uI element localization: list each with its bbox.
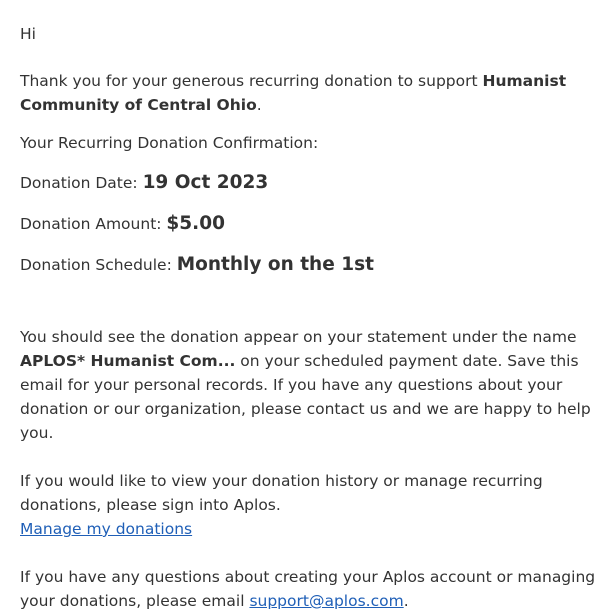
donation-date-value: 19 Oct 2023 bbox=[142, 172, 269, 193]
donation-schedule bbox=[20, 253, 600, 277]
statement-text: You should see the donation appear on your statement under the name bbox=[20, 328, 577, 346]
donation-date bbox=[20, 171, 600, 195]
intro-text: Thank you for your generous recurring donation to support bbox=[20, 72, 483, 90]
donation-amount-label: Donation Amount: bbox=[20, 215, 167, 233]
support-paragraph bbox=[20, 565, 600, 613]
donation-date-label: Donation Date: bbox=[20, 174, 143, 192]
statement-paragraph bbox=[20, 325, 600, 445]
support-email-link[interactable]: support@aplos.com bbox=[249, 592, 404, 610]
donation-schedule-label: Donation Schedule: bbox=[20, 256, 177, 274]
statement-text-rest: on your scheduled payment date. Save this email for your personal records. If you have any questions about your donation or our organization, please contact us and we are happy to help you. bbox=[20, 352, 591, 442]
intro-suffix: . bbox=[256, 96, 262, 114]
email-body bbox=[20, 22, 600, 613]
organization-name: Humanist Community of Central Ohio bbox=[20, 72, 567, 114]
support-suffix: . bbox=[403, 592, 409, 610]
history-text: If you would like to view your donation history or manage recurring donations, please sign into Aplos. bbox=[20, 472, 543, 514]
greeting: Hi bbox=[20, 25, 36, 43]
donation-amount-value: $5.00 bbox=[166, 213, 225, 234]
statement-descriptor: APLOS* Humanist Com... bbox=[20, 352, 236, 370]
support-text: If you have any questions about creating your Aplos account or managing your donations, please email bbox=[20, 568, 596, 610]
confirmation-title: Your Recurring Donation Confirmation: bbox=[20, 134, 319, 152]
history-section bbox=[20, 469, 600, 541]
intro-paragraph bbox=[20, 69, 600, 117]
donation-schedule-value: Monthly on the 1st bbox=[176, 254, 374, 275]
donation-amount bbox=[20, 212, 600, 236]
manage-donations-link[interactable]: Manage my donations bbox=[20, 520, 193, 538]
